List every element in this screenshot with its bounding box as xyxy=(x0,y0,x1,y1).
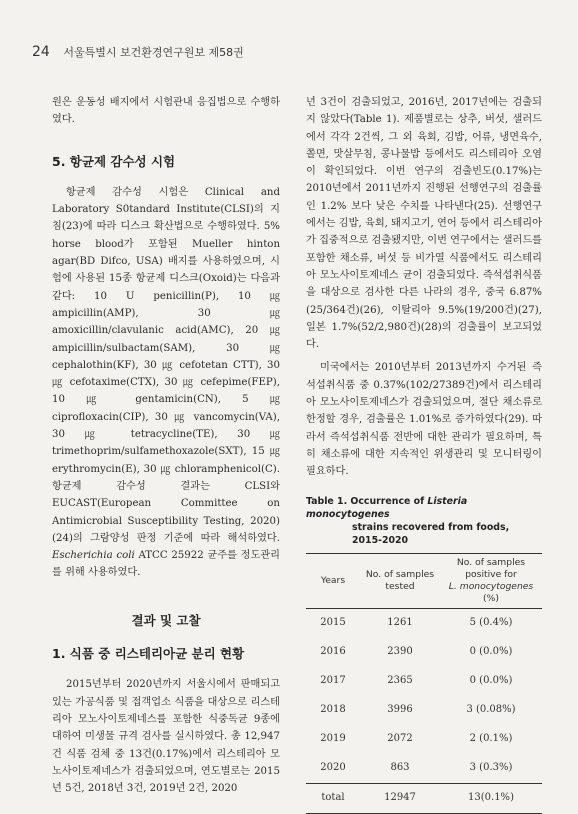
cell-positive: 2 (0.1%) xyxy=(469,733,513,745)
table-row xyxy=(306,696,542,725)
table-caption-line2: strains recovered from foods, 2015-2020 xyxy=(352,521,510,546)
journal-title: 서울특별시 보건환경연구원보 제58권 xyxy=(63,46,244,59)
cell-positive: 0 (0.0%) xyxy=(469,675,513,687)
table-row xyxy=(306,638,542,667)
cell-tested: 1261 xyxy=(387,617,413,629)
paragraph-isolation: 2015년부터 2020년까지 서울시에서 판매되고 있는 가공식품 및 접객업소 식품을 대상으로 리스테리아 모노사이토제네스를 포함한 식중독균 9종에 대하여 미생물 규격 검사를 실시하였다. 총 12,947건 식품 검체 중 13건(0.17%)에서 리스테리아 모노사이토제네스가 검출되었으며, 연도별로는 2015년 5건, 2018년 3건, 2019년 2건, 2020 xyxy=(52,679,280,795)
header-positive-species: L. monocytogenes xyxy=(448,580,534,592)
cell-total-positive: 13(0.1%) xyxy=(468,792,514,804)
cell-year: 2016 xyxy=(320,646,346,658)
header-samples-positive xyxy=(440,553,542,608)
cell-year: 2020 xyxy=(320,762,346,774)
table-row xyxy=(306,725,542,754)
cell-positive: 0 (0.0%) xyxy=(469,646,513,658)
page-number: 24 xyxy=(32,44,50,60)
paragraph-antibiotic-end: ATCC 25922 균주를 정도관리를 위해 사용하였다. xyxy=(52,550,281,579)
cell-tested: 2072 xyxy=(387,733,413,745)
header-positive-prefix: No. of samples positive for xyxy=(456,556,526,580)
table-total-row xyxy=(306,783,542,813)
table-header-row xyxy=(306,553,542,608)
paragraph-usa: 미국에서는 2010년부터 2013년까지 수거된 즉석섭취식품 중 0.37%(102/27389건)에서 리스테리아 모노사이토제네스가 검출되었으며, 절단 채소류로 한정할 경우, 검출률은 1.01%로 증가하였다(29). 따라서 즉석섭취식품 전반에 대한 관리가 필요하며, 특히 채소류에 대한 지속적인 위생관리 및 모니터링이 필요하다. xyxy=(306,362,542,478)
cell-positive: 5 (0.4%) xyxy=(469,617,513,629)
cell-tested: 863 xyxy=(390,762,410,774)
header-years: Years xyxy=(320,574,346,586)
section-title-5: 5. 항균제 감수성 시험 xyxy=(52,153,176,169)
cell-positive: 3 (0.3%) xyxy=(469,762,513,774)
table-caption-prefix: Table 1. Occurrence of xyxy=(306,495,428,507)
occurrence-table xyxy=(306,553,542,814)
section-title-1: 1. 식품 중 리스테리아균 분리 현황 xyxy=(52,646,245,662)
left-column xyxy=(52,94,280,797)
header-samples-tested: No. of samples tested xyxy=(365,568,435,592)
table-row xyxy=(306,667,542,696)
cell-year: 2019 xyxy=(320,733,346,745)
cell-total-tested: 12947 xyxy=(384,792,416,804)
right-column xyxy=(306,94,542,814)
table-caption xyxy=(306,495,542,547)
cell-year: 2017 xyxy=(320,675,346,687)
ecoli-species: Escherichia coli xyxy=(52,550,135,562)
cell-total-label: total xyxy=(321,792,345,804)
paragraph-antibiotic-text: 항균제 감수성 시험은 Clinical and Laboratory S0tandard Institute(CLSI)의 지침(23)에 따라 디스크 확산법으로 수행하였다. 5% horse blood가 포함된 Mueller hinton agar(BD Difco, USA) 배지를 사용하였으며, 시험에 사용된 15종 항균제 디스크(Oxoid)는 다음과 같다: 10 U penicillin(P), 10 ㎍ ampicillin(AMP), 30 ㎍ amoxicillin/clavulanic acid(AMC), 20 ㎍ ampicillin/sulbactam(SAM), 30 ㎍ cephalothin(KF), 30 ㎍ cefotetan CTT), 30 ㎍ cefotaxime(CTX), 30 ㎍ cefepime(FEP), 10 ㎍ gentamicin(CN), 5 ㎍ ciprofloxacin(CIP), 30 ㎍ vancomycin(VA), 30 ㎍ tetracycline(TE), 30 ㎍ trimethoprim/sulfamethoxazole(SXT), 15 ㎍ erythromycin(E), 30 ㎍ chloramphenicol(C). 항균제 감수성 결과는 CLSI와 EUCAST(European Committee on Antimicrobial Susceptibility Testing, 2020)(24)의 그람양성 판정 기준에 따라 해석하였다. xyxy=(52,186,280,544)
paragraph-antibiotic xyxy=(52,184,280,582)
header-positive-unit: (%) xyxy=(483,592,499,604)
cell-year: 2018 xyxy=(320,704,346,716)
cell-tested: 2365 xyxy=(387,675,413,687)
results-title: 결과 및 고찰 xyxy=(131,612,201,628)
table-caption-species: Listeria monocytogenes xyxy=(306,495,468,520)
table-row xyxy=(306,608,542,638)
cell-tested: 2390 xyxy=(387,646,413,658)
cell-positive: 3 (0.08%) xyxy=(466,704,516,716)
cell-year: 2015 xyxy=(320,617,346,629)
paragraph-continued: 원은 운동성 배지에서 시험관내 응집법으로 수행하였다. xyxy=(52,97,280,126)
running-header xyxy=(32,44,244,60)
cell-tested: 3996 xyxy=(387,704,413,716)
table-row xyxy=(306,754,542,784)
paragraph-detection: 년 3건이 검출되었고, 2016년, 2017년에는 검출되지 않았다(Table 1). 제품별로는 상추, 버섯, 샐러드에서 각각 2건씩, 그 외 육회, 김밥, 어류, 냉면육수, 쫄면, 맛살무침, 콩나물밥 등에서도 리스테리아 오염이 확인되었다. 이번 연구의 검출빈도(0.17%)는 2010년에서 2011년까지 진행된 선행연구의 검출률인 1.2% 보다 낮은 수치를 나타낸다(25). 선행연구에서는 김밥, 육회, 돼지고기, 연어 등에서 리스테리아가 집중적으로 검출됐지만, 이번 연구에서는 샐러드를 포함한 채소류, 버섯 등 비가열 식품에서도 리스테리아 모노사이토제네스 균이 검출되었다. 즉석섭취식품을 대상으로 검사한 다른 나라의 경우, 중국 6.87%(25/364건)(26), 이탈리아 9.5%(19/200건)(27), 일본 1.7%(52/2,980건)(28)의 검출률이 보고되었다. xyxy=(306,97,542,351)
